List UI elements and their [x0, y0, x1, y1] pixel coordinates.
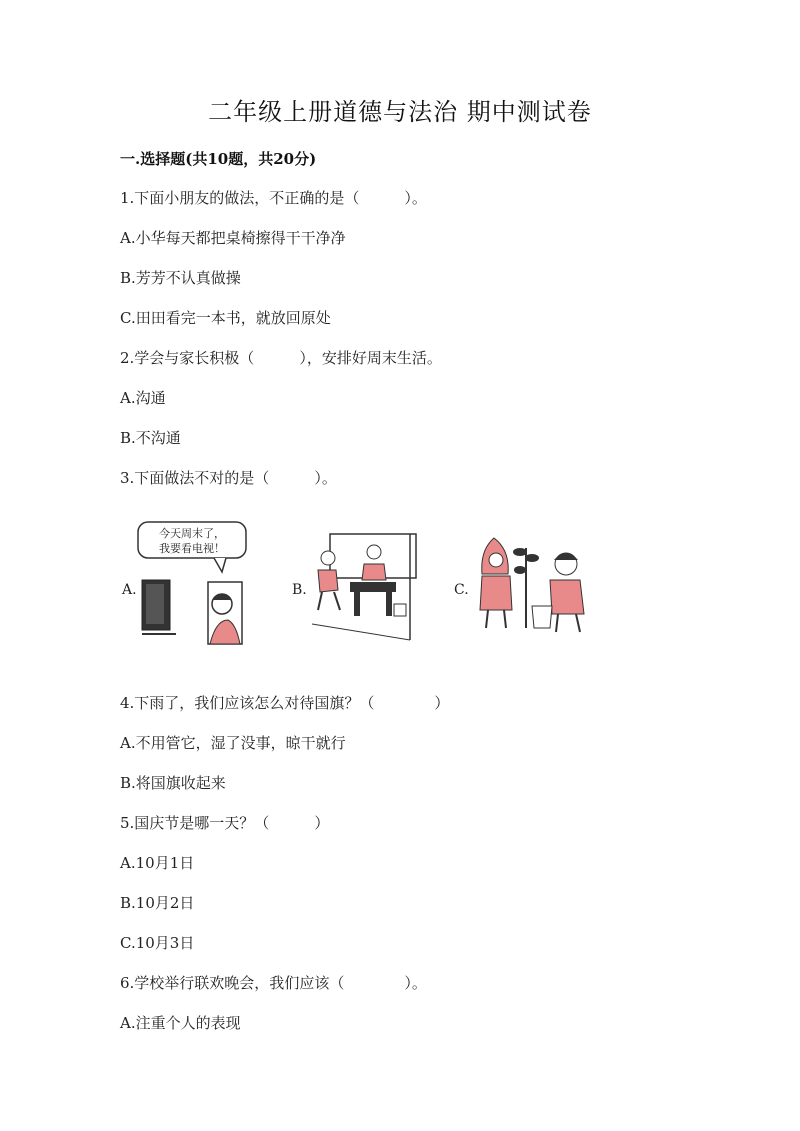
option-b: B.10月2日: [120, 894, 195, 912]
speech-bubble-line-2: 我要看电视！: [159, 542, 225, 555]
option-a: A.沟通: [120, 389, 166, 407]
option-a: A.注重个人的表现: [120, 1014, 241, 1032]
option-c: C.10月3日: [120, 934, 195, 952]
page-title: 二年级上册道德与法治 期中测试卷: [208, 98, 592, 126]
question-stem: 6.学校举行联欢晚会，我们应该（ ）。: [120, 974, 427, 992]
question-stem: 2.学会与家长积极（ ），安排好周末生活。: [120, 349, 442, 367]
image-option-b-label: B.: [292, 582, 307, 598]
section-heading: 一.选择题(共10题，共20分): [120, 150, 317, 168]
option-b: B.芳芳不认真做操: [120, 269, 241, 287]
option-b: B.不沟通: [120, 429, 181, 447]
question-stem: 4.下雨了，我们应该怎么对待国旗？（ ）: [120, 694, 450, 712]
question-stem: 1.下面小朋友的做法，不正确的是（ ）。: [120, 189, 427, 207]
option-a: A.小华每天都把桌椅擦得干干净净: [120, 229, 346, 247]
tree-planting-illustration: [474, 530, 594, 640]
image-option-a-label: A.: [122, 582, 137, 598]
option-a: A.不用管它，湿了没事，晾干就行: [120, 734, 346, 752]
question-3-illustrations: [118, 520, 618, 660]
desk-cleaning-illustration: [310, 530, 420, 645]
tv-watching-illustration: [136, 520, 256, 650]
option-a: A.10月1日: [120, 854, 195, 872]
question-stem: 5.国庆节是哪一天？（ ）: [120, 814, 330, 832]
speech-bubble-line-1: 今天周末了，: [159, 527, 225, 540]
question-stem: 3.下面做法不对的是（ ）。: [120, 469, 337, 487]
option-c: C.田田看完一本书，就放回原处: [120, 309, 331, 327]
option-b: B.将国旗收起来: [120, 774, 226, 792]
image-option-c-label: C.: [454, 582, 469, 598]
